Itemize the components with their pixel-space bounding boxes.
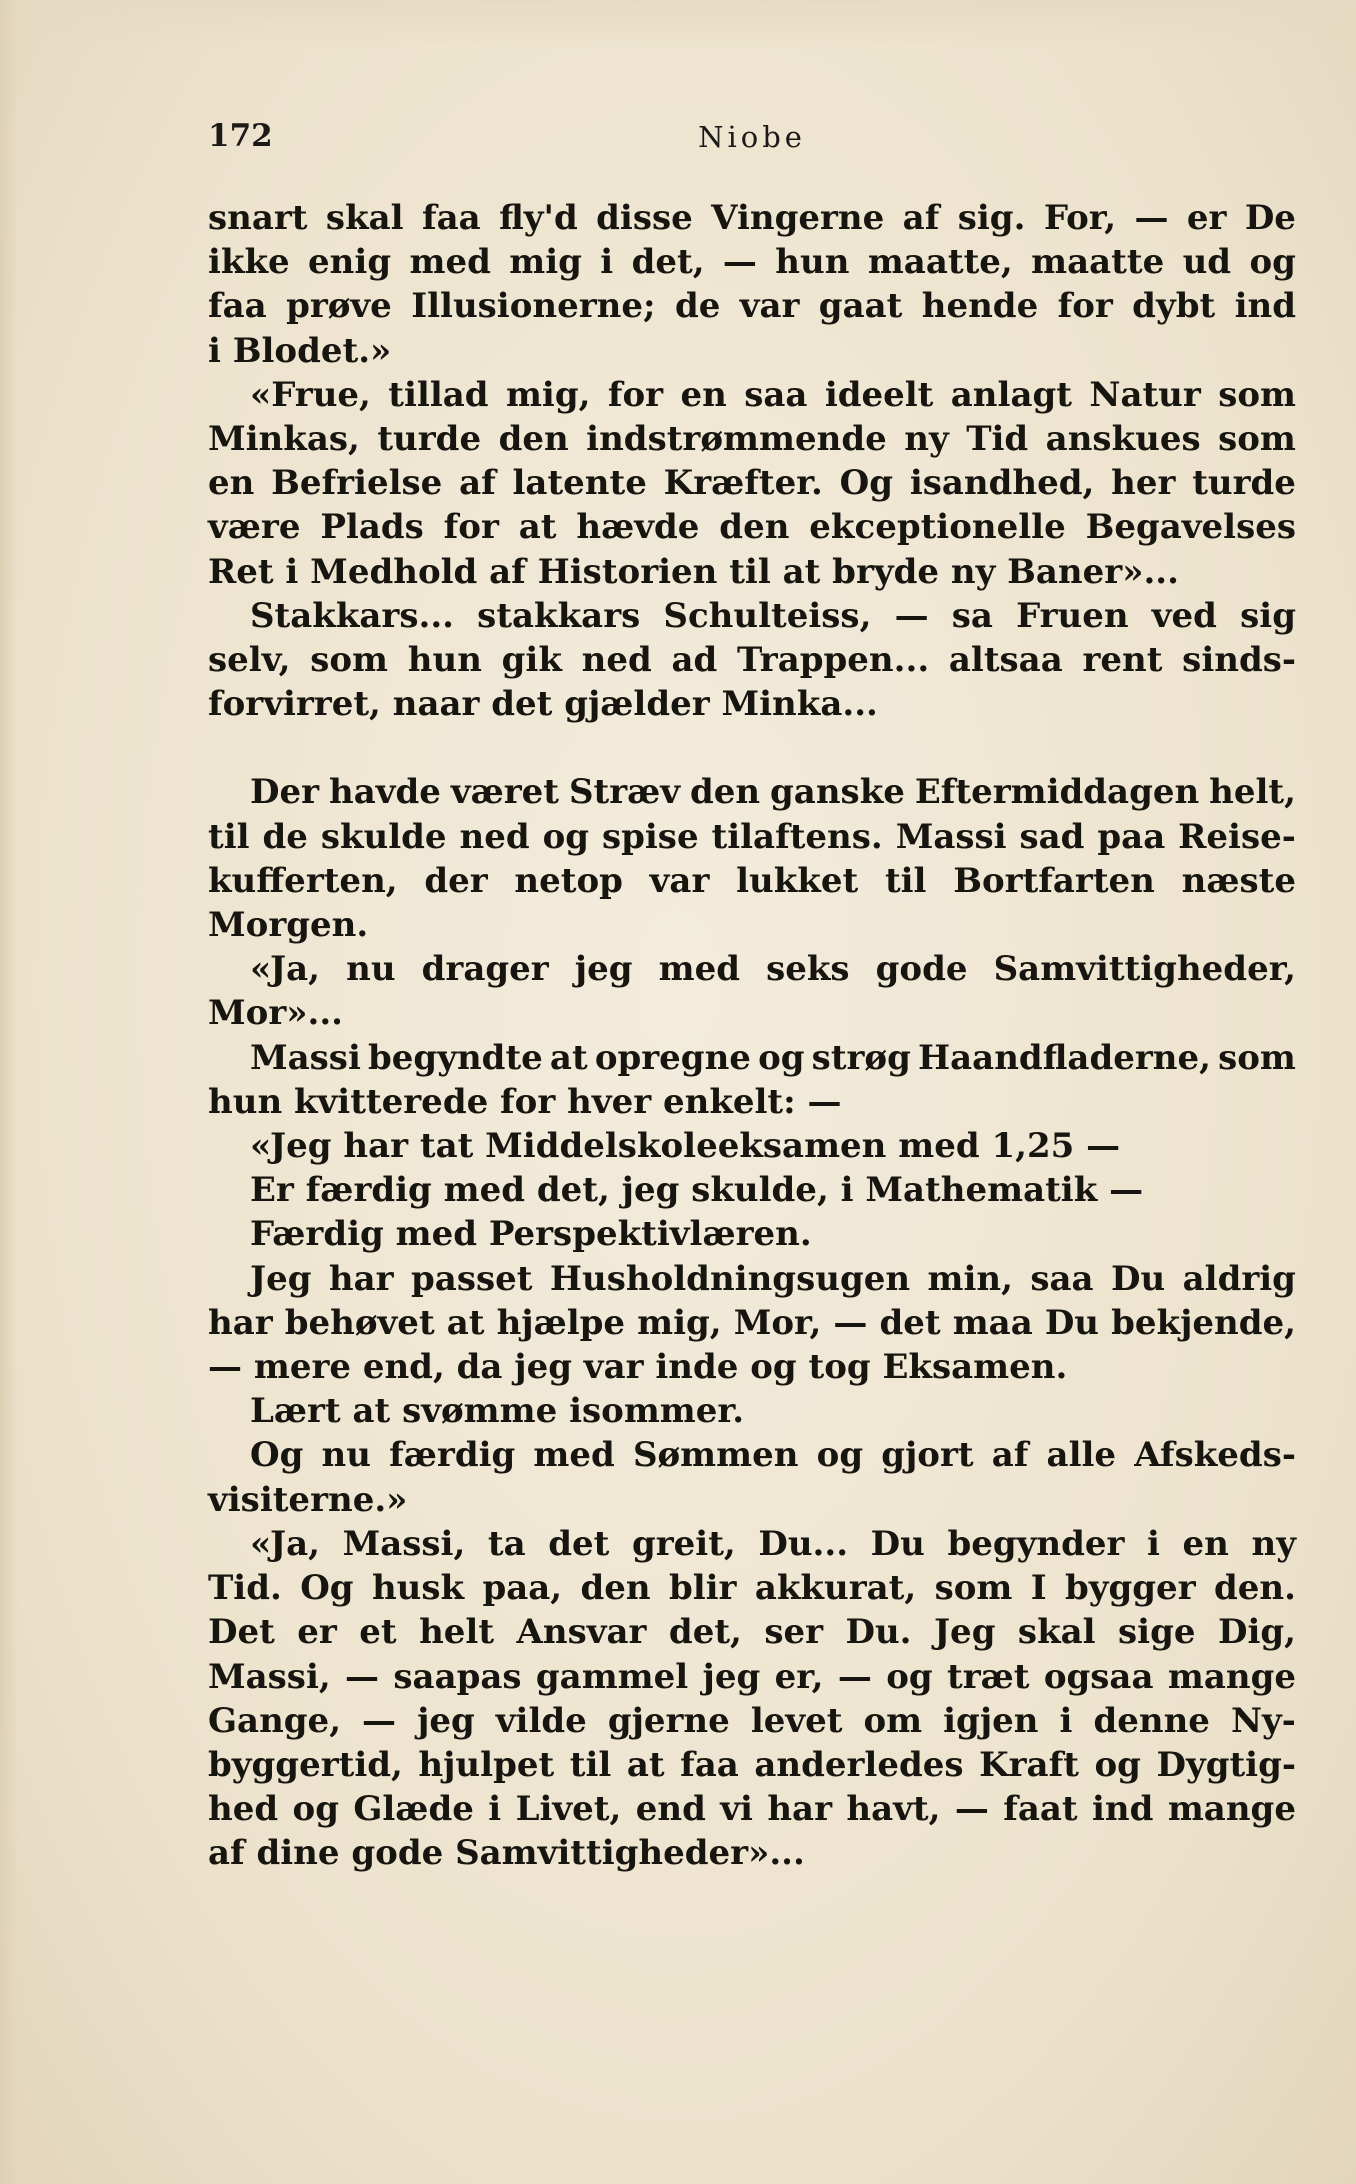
text-line: en Befrielse af latente Kræfter. Og isandhed, her turde bbox=[208, 463, 1296, 504]
text-line: Stakkars... stakkars Schulteiss, — sa Fruen ved sig bbox=[250, 595, 1296, 636]
paragraph bbox=[208, 1168, 1296, 1212]
text-line: Er færdig med det, jeg skulde, i Mathematik — bbox=[250, 1170, 1144, 1211]
text-line: hed og Glæde i Livet, end vi har havt, — faat ind mange bbox=[208, 1789, 1296, 1830]
text-line: Gange, — jeg vilde gjerne levet om igjen i denne Ny- bbox=[208, 1700, 1296, 1741]
text-line: — mere end, da jeg var inde og tog Eksamen. bbox=[208, 1347, 1068, 1388]
paragraph bbox=[208, 1433, 1296, 1521]
text-line: Morgen. bbox=[208, 905, 369, 946]
text-line: Minkas, turde den indstrømmende ny Tid anskues som bbox=[208, 419, 1296, 460]
page-number: 172 bbox=[208, 118, 273, 154]
text-line: være Plads for at hævde den ekceptionelle Begavelses bbox=[208, 507, 1296, 548]
text-line: Mor»... bbox=[208, 993, 343, 1034]
text-line: Ret i Medhold af Historien til at bryde ny Baner»... bbox=[208, 551, 1179, 592]
text-line: hun kvitterede for hver enkelt: — bbox=[208, 1081, 842, 1122]
text-line: faa prøve Illusionerne; de var gaat hende for dybt ind bbox=[208, 286, 1296, 327]
text-line: Der havde været Stræv den ganske Eftermiddagen helt, bbox=[250, 772, 1296, 813]
body-text bbox=[208, 196, 1296, 1876]
paragraph bbox=[208, 196, 1296, 373]
text-line: har behøvet at hjælpe mig, Mor, — det maa Du bekjende, bbox=[208, 1302, 1296, 1343]
paragraph bbox=[208, 1212, 1296, 1256]
paragraph bbox=[208, 1389, 1296, 1433]
paragraph bbox=[208, 1522, 1296, 1876]
page-edge-shadow-left bbox=[0, 0, 18, 2184]
paragraph bbox=[208, 770, 1296, 947]
text-line: «Frue, tillad mig, for en saa ideelt anlagt Natur som bbox=[250, 374, 1296, 415]
text-line: Lært at svømme isommer. bbox=[250, 1391, 745, 1432]
text-line: kufferten, der netop var lukket til Bortfarten næste bbox=[208, 860, 1296, 901]
page-edge-shadow-top bbox=[0, 0, 1356, 48]
text-line: til de skulde ned og spise tilaftens. Massi sad paa Reise- bbox=[208, 816, 1296, 857]
text-line: Jeg har passet Husholdningsugen min, saa Du aldrig bbox=[250, 1258, 1296, 1299]
page-header bbox=[208, 118, 1296, 168]
paragraph bbox=[208, 947, 1296, 1035]
text-line: Massi begyndte at opregne og strøg Haandfladerne, som bbox=[250, 1037, 1296, 1078]
text-line: Og nu færdig med Sømmen og gjort af alle Afskeds- bbox=[250, 1435, 1296, 1476]
paragraph bbox=[208, 1257, 1296, 1390]
paragraph bbox=[208, 1124, 1296, 1168]
text-line: visiterne.» bbox=[208, 1479, 408, 1520]
text-line: snart skal faa fly'd disse Vingerne af sig. For, — er De bbox=[208, 198, 1296, 238]
text-line: byggertid, hjulpet til at faa anderledes Kraft og Dygtig- bbox=[208, 1744, 1296, 1785]
text-line: selv, som hun gik ned ad Trappen... altsaa rent sinds- bbox=[208, 640, 1296, 681]
paragraph bbox=[208, 373, 1296, 594]
text-line: Det er et helt Ansvar det, ser Du. Jeg skal sige Dig, bbox=[208, 1612, 1296, 1653]
running-title: Niobe bbox=[698, 120, 806, 154]
paragraph bbox=[208, 1036, 1296, 1124]
text-line: forvirret, naar det gjælder Minka... bbox=[208, 684, 878, 725]
text-line: Færdig med Perspektivlæren. bbox=[250, 1214, 812, 1255]
text-line: ikke enig med mig i det, — hun maatte, maatte ud og bbox=[208, 242, 1296, 283]
text-line: «Ja, nu drager jeg med seks gode Samvittigheder, bbox=[250, 949, 1296, 990]
paragraph bbox=[208, 594, 1296, 727]
text-line: «Jeg har tat Middelskoleeksamen med 1,25 — bbox=[250, 1126, 1121, 1167]
text-line: Massi, — saapas gammel jeg er, — og træt ogsaa mange bbox=[208, 1656, 1296, 1697]
text-line: Tid. Og husk paa, den blir akkurat, som I bygger den. bbox=[208, 1568, 1296, 1609]
text-line: i Blodet.» bbox=[208, 330, 392, 371]
text-line: af dine gode Samvittigheder»... bbox=[208, 1833, 805, 1874]
text-line: «Ja, Massi, ta det greit, Du... Du begynder i en ny bbox=[250, 1523, 1296, 1564]
section-break bbox=[208, 726, 1296, 770]
